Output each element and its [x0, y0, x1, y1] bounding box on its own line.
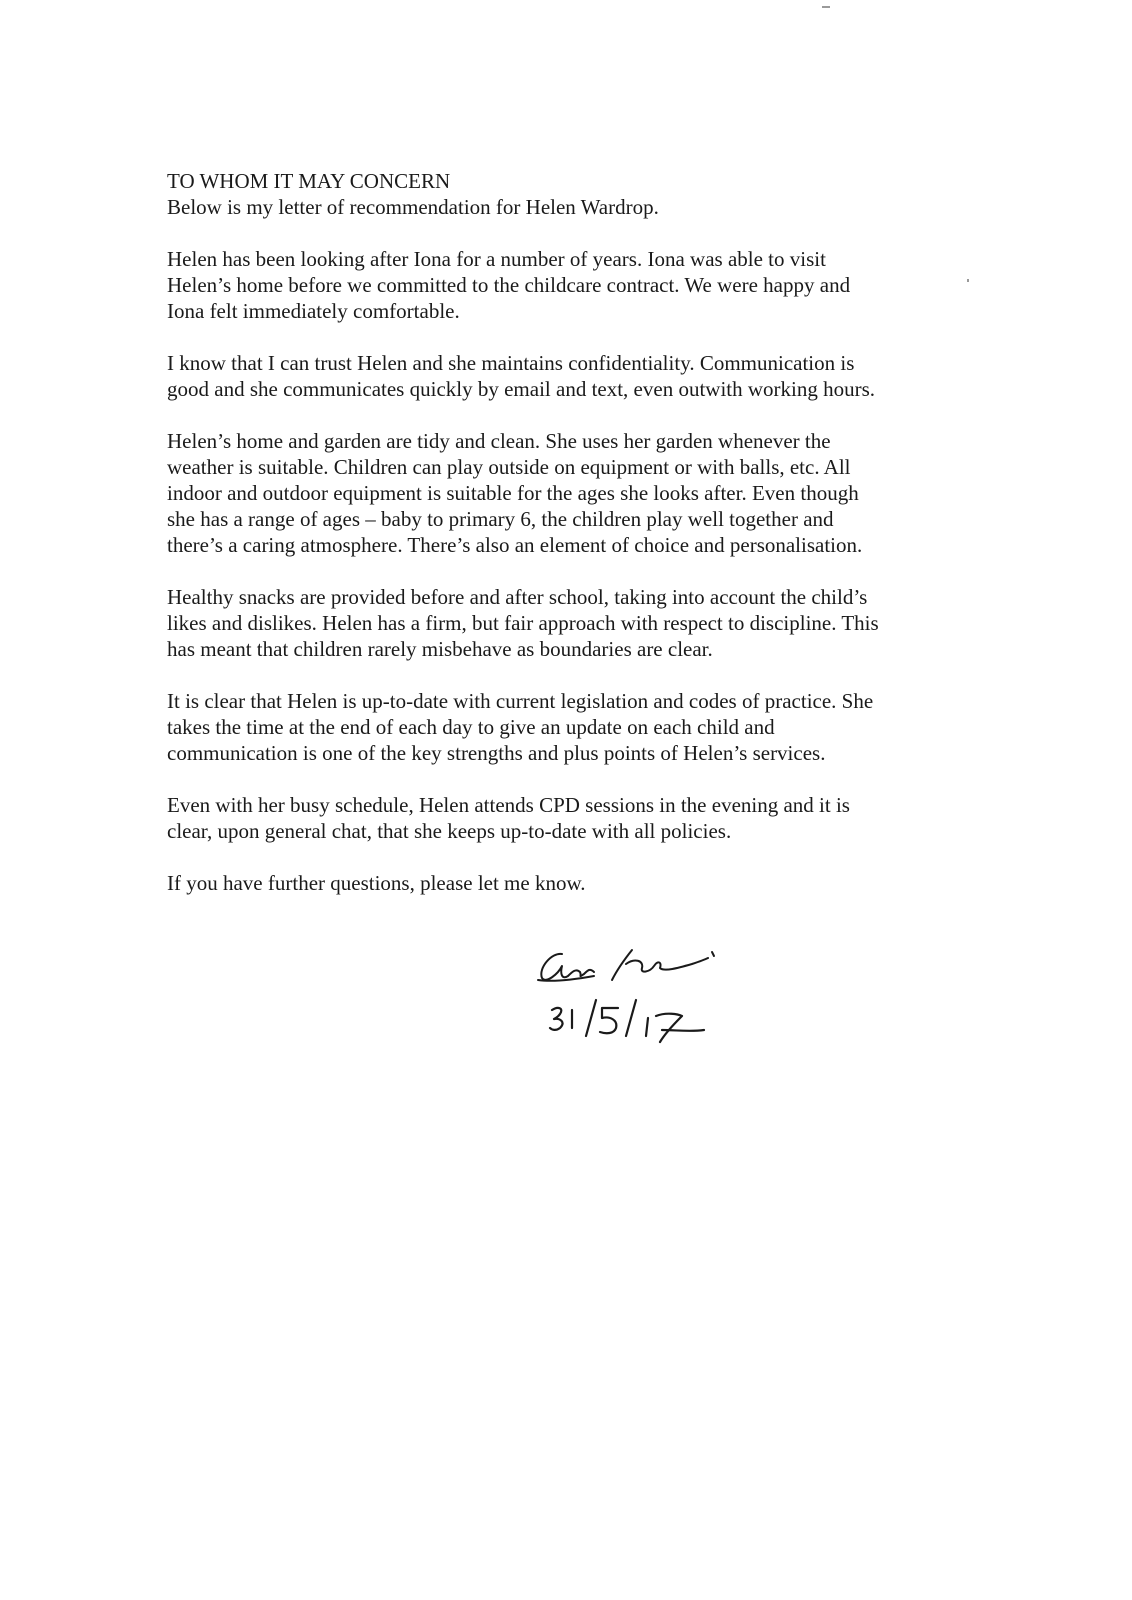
- text-line: indoor and outdoor equipment is suitable for the ages she looks after. Even though: [167, 481, 859, 505]
- text-line: Helen’s home before we committed to the childcare contract. We were happy and: [167, 273, 851, 297]
- handwritten-signature: [532, 938, 732, 1048]
- paragraph-trust: [167, 350, 967, 402]
- paragraph-home-garden: [167, 428, 967, 558]
- text-line: Helen has been looking after Iona for a number of years. Iona was able to visit: [167, 247, 826, 271]
- text-line: Helen’s home and garden are tidy and clean. She uses her garden whenever the: [167, 429, 831, 453]
- text-line: has meant that children rarely misbehave as boundaries are clear.: [167, 637, 713, 661]
- text-line: she has a range of ages – baby to primary 6, the children play well together and: [167, 507, 834, 531]
- text-line: I know that I can trust Helen and she maintains confidentiality. Communication is: [167, 351, 855, 375]
- scan-speck: [822, 6, 830, 8]
- text-line: takes the time at the end of each day to give an update on each child and: [167, 715, 775, 739]
- date-stroke: [550, 1008, 562, 1030]
- date-stroke: [626, 1000, 636, 1036]
- text-line: It is clear that Helen is up-to-date with current legislation and codes of practice. She: [167, 689, 874, 713]
- letter-heading: TO WHOM IT MAY CONCERN: [167, 169, 451, 193]
- signature-stroke: [541, 954, 594, 980]
- text-line: weather is suitable. Children can play outside on equipment or with balls, etc. All: [167, 455, 851, 479]
- paragraph-snacks-discipline: [167, 584, 967, 662]
- text-line: Even with her busy schedule, Helen attends CPD sessions in the evening and it is: [167, 793, 850, 817]
- letter-body: [167, 168, 967, 922]
- signature-stroke: [626, 958, 708, 972]
- paragraph-care-history: [167, 246, 967, 324]
- text-line: If you have further questions, please let me know.: [167, 871, 586, 895]
- text-line: good and she communicates quickly by email and text, even outwith working hours.: [167, 377, 876, 401]
- handwritten-date: [550, 1000, 704, 1042]
- paragraph-cpd: [167, 792, 967, 844]
- signature-stroke: [712, 952, 714, 956]
- date-stroke: [600, 1008, 618, 1033]
- scan-speck: [967, 279, 969, 282]
- letter-intro: Below is my letter of recommendation for Helen Wardrop.: [167, 195, 659, 219]
- date-stroke: [586, 1000, 596, 1036]
- text-line: Iona felt immediately comfortable.: [167, 299, 460, 323]
- text-line: clear, upon general chat, that she keeps up-to-date with all policies.: [167, 819, 732, 843]
- text-line: Healthy snacks are provided before and after school, taking into account the child’s: [167, 585, 868, 609]
- paragraph-legislation: [167, 688, 967, 766]
- date-stroke: [662, 1030, 704, 1031]
- text-line: likes and dislikes. Helen has a firm, but fair approach with respect to discipline. This: [167, 611, 879, 635]
- paragraph-closing: [167, 870, 967, 896]
- text-line: there’s a caring atmosphere. There’s also an element of choice and personalisation.: [167, 533, 863, 557]
- date-stroke: [656, 1014, 682, 1042]
- date-stroke: [646, 1018, 648, 1036]
- signature-stroke: [612, 950, 632, 980]
- text-line: communication is one of the key strengths and plus points of Helen’s services.: [167, 741, 826, 765]
